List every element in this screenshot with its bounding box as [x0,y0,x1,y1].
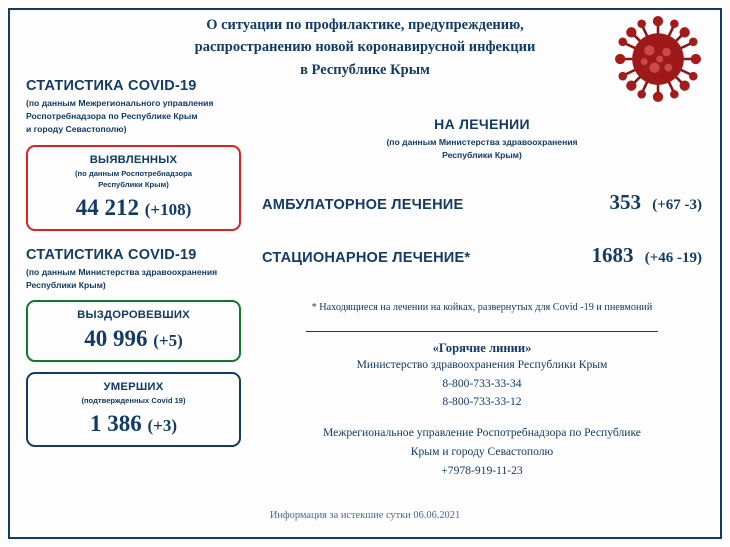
page-title [150,14,580,81]
page-title-line-3: в Республике Крым [300,61,430,78]
detected-cases-label: ВЫЯВЛЕННЫХ [89,153,178,166]
detected-cases-source [32,168,235,190]
outpatient-value-group [609,190,702,215]
detected-cases-value: 44 212 [75,194,139,220]
outpatient-value: 353 [609,189,641,214]
recovered-card [26,300,241,362]
deaths-label: УМЕРШИХ [103,381,164,394]
treatment-footnote: * Находящиеся на лечении на койках, развернутых для Covid -19 и пневмоний [311,301,653,313]
source-line-3: и городу Севастополю) [26,123,127,134]
detected-cases-value-row [32,195,235,221]
page-title-line-2: распространению новой коронавирусной инфекции [194,39,536,56]
treatment-source-line-2: Республики Крым) [442,149,522,160]
deaths-source-line-1: (подтвержденных Covid 19) [81,396,186,406]
statistics-section-1-source [26,97,241,136]
hotline-org-2-line-2: Крым и городу Севастополю [410,444,554,458]
source2-line-2: Республики Крым) [26,279,106,290]
deaths-value: 1 386 [89,411,142,437]
recovered-label: ВЫЗДОРОВЕВШИХ [77,309,190,322]
inpatient-delta: (+46 -19) [644,249,702,266]
statistics-section-2-source [26,266,241,292]
inpatient-value: 1683 [591,242,634,267]
outpatient-row [262,190,702,215]
deaths-card [26,372,241,447]
inpatient-value-group [591,243,702,268]
page-title-line-1: О ситуации по профилактике, предупреждению, [206,17,524,33]
recovered-value-row [32,326,235,352]
treatment-source-line-1: (по данным Министерства здравоохранения [386,137,578,147]
detected-source-line-1: (по данным Роспотребнадзора [75,168,192,178]
deaths-delta: (+3) [147,416,177,436]
treatment-source [262,136,702,162]
statistics-section-1-title: СТАТИСТИКА COVID-19 [26,78,197,94]
source2-line-1: (по данным Министерства здравоохранения [26,266,218,277]
inpatient-label: СТАЦИОНАРНОЕ ЛЕЧЕНИЕ* [262,249,471,266]
recovered-value: 40 996 [84,326,148,352]
hotlines-title: «Горячие линии» [432,340,532,355]
treatment-column [262,116,702,480]
footer-info: Информация за истекшие сутки 06.06.2021 [269,510,461,521]
left-statistics-column [26,78,241,447]
hotline-phone-2: 8-800-733-33-12 [442,395,522,409]
deaths-source [32,395,235,406]
detected-cases-card [26,145,241,231]
detected-cases-delta: (+108) [144,199,192,219]
source-line-2: Роспотребнадзора по Республике Крым [26,110,198,121]
detected-source-line-2: Республики Крым) [98,179,169,189]
outpatient-label: АМБУЛАТОРНОЕ ЛЕЧЕНИЕ [262,196,464,213]
hotlines-block [262,341,702,481]
hotline-org-1: Министерство здравоохранения Республики Крым [356,357,608,371]
hotline-phone-1: 8-800-733-33-34 [442,376,522,390]
inpatient-row [262,243,702,268]
source-line-1: (по данным Межрегионального управления [26,98,214,108]
outpatient-delta: (+67 -3) [652,196,702,213]
coronavirus-icon [612,16,704,102]
treatment-title: НА ЛЕЧЕНИИ [434,116,530,132]
deaths-value-row [32,411,235,437]
hotlines-divider [306,331,658,332]
hotline-phone-3: +7978-919-11-23 [441,463,523,477]
statistics-section-2-title: СТАТИСТИКА COVID-19 [26,246,197,263]
hotlines-spacer [262,412,702,424]
recovered-delta: (+5) [153,331,183,351]
hotline-org-2-line-1: Межрегиональное управление Роспотребнадзора по Республике [323,426,641,440]
